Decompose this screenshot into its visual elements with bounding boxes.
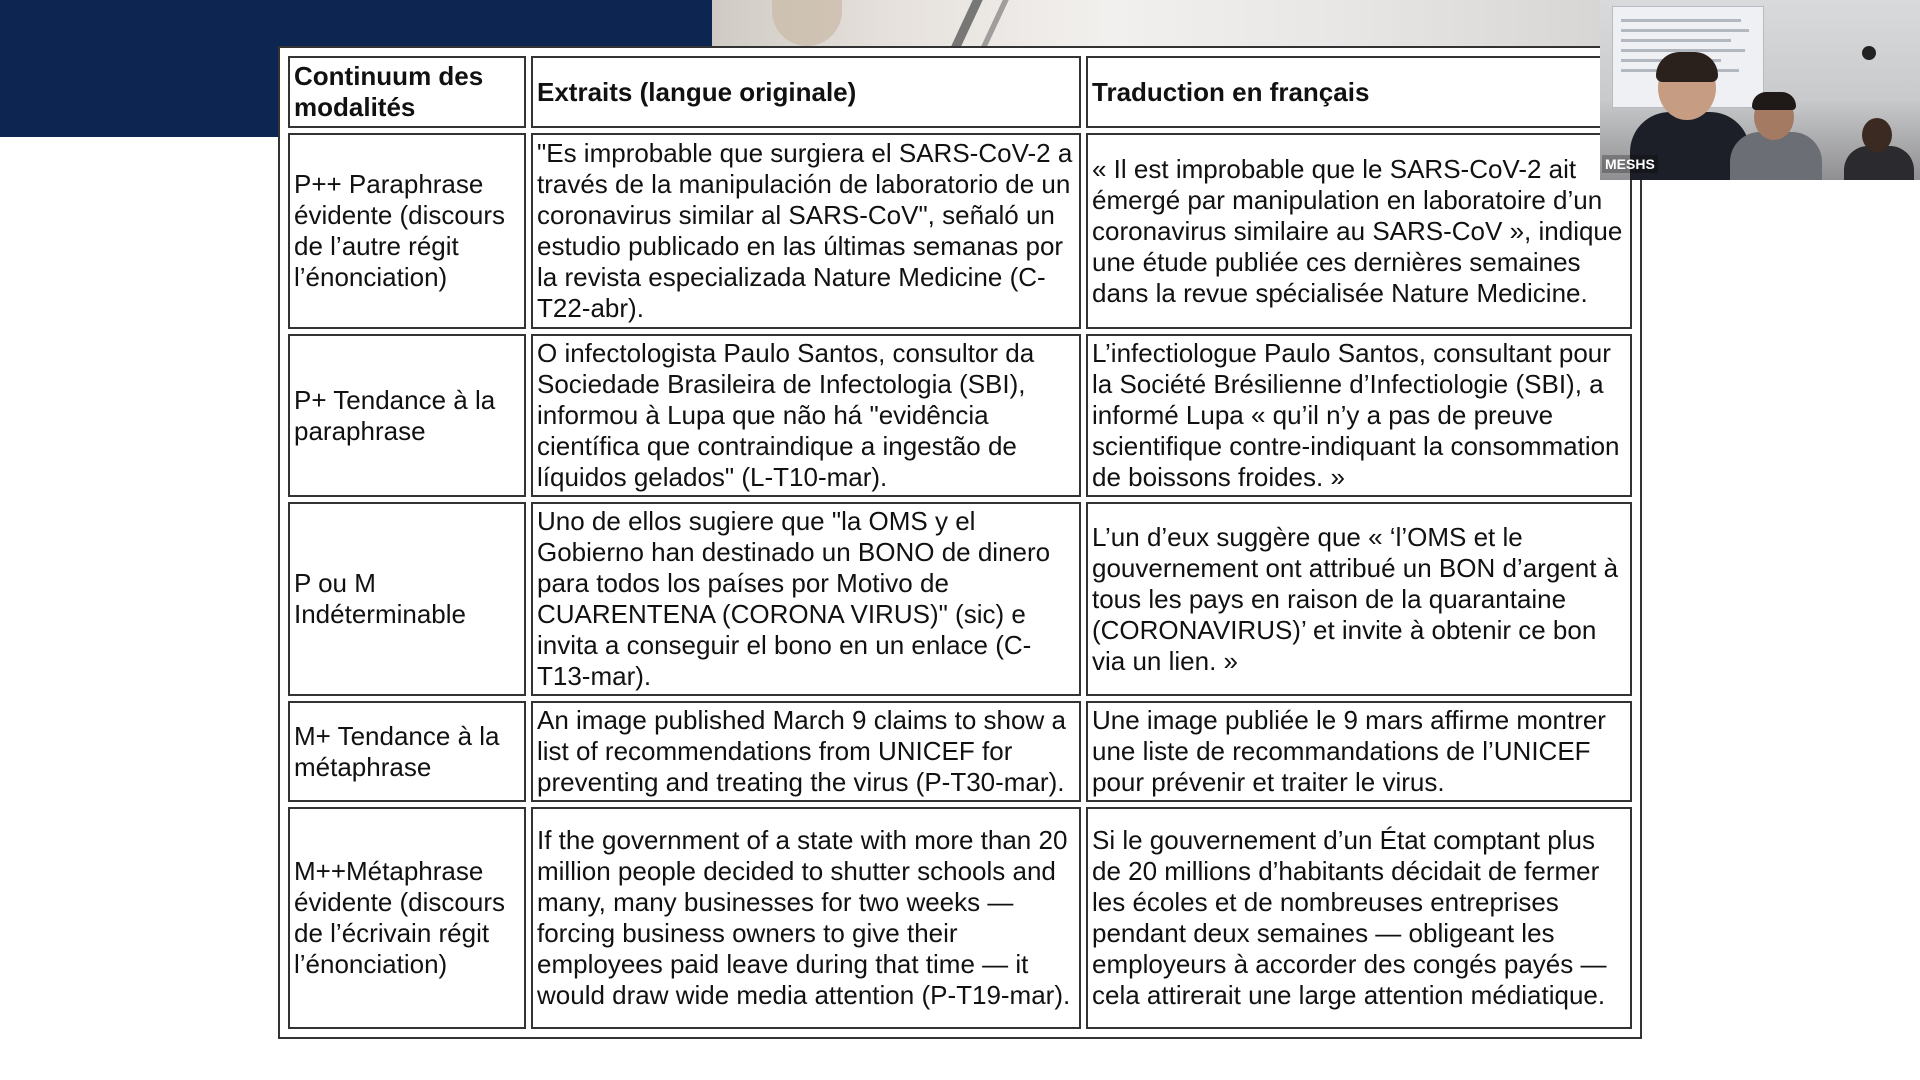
webcam-video-tile[interactable] [1600,0,1920,180]
cell-original: Uno de ellos sugiere que "la OMS y el Gobierno han destinado un BONO de dinero para todos los países por Motivo de CUARENTENA (CORONA VIRUS)" (sic) e invita a conseguir el bono en un enlace (C-T13-mar). [531,502,1081,696]
table-header-row [288,56,1632,128]
cell-translation: Une image publiée le 9 mars affirme montrer une liste de recommandations de l’UNICEF pour prévenir et traiter le virus. [1086,701,1632,802]
table-row [288,807,1632,1029]
cell-original: An image published March 9 claims to show a list of recommendations from UNICEF for preventing and treating the virus (P-T30-mar). [531,701,1081,802]
modality-table [283,51,1637,1034]
header-translation: Traduction en français [1086,56,1632,128]
cell-modality: M+ Tendance à la métaphrase [288,701,526,802]
webcam-name-label: MESHS [1602,155,1658,173]
header-modality: Continuum des modalités [288,56,526,128]
cell-translation: « Il est improbable que le SARS-CoV-2 ait émergé par manipulation en laboratoire d’un coronavirus similaire au SARS-CoV », indique une étude publiée ces dernières semaines dans la revue spécialisée Nature Medicine. [1086,133,1632,329]
table-row [288,701,1632,802]
table-row [288,133,1632,329]
cell-original: O infectologista Paulo Santos, consultor da Sociedade Brasileira de Infectologia (SBI), informou à Lupa que não há "evidência científica que contraindique a ingestão de líquidos gelados" (L-T10-mar). [531,334,1081,497]
slide-header-photo [712,0,1600,46]
screen-text-line [1621,39,1731,42]
screen-text-line [1621,29,1749,32]
table-row [288,334,1632,497]
cell-modality: P++ Paraphrase évidente (discours de l’autre régit l’énonciation) [288,133,526,329]
cell-modality: P+ Tendance à la paraphrase [288,334,526,497]
participant-silhouette [1862,118,1892,152]
photo-shape [951,0,982,46]
cell-translation: L’infectiologue Paulo Santos, consultant pour la Société Brésilienne d’Infectiologie (SBI), a informé Lupa « qu’il n’y a pas de preuve scientifique contre-indiquant la consommation de boissons froides. » [1086,334,1632,497]
participant-silhouette [1656,52,1718,82]
room-camera [1862,46,1876,60]
slide-table-container [278,46,1642,1039]
table-row [288,502,1632,696]
photo-shape [772,0,842,46]
participant-silhouette [1752,92,1796,110]
header-original: Extraits (langue originale) [531,56,1081,128]
cell-modality: M++Métaphrase évidente (discours de l’écrivain régit l’énonciation) [288,807,526,1029]
cell-modality: P ou M Indéterminable [288,502,526,696]
cell-translation: Si le gouvernement d’un État comptant plus de 20 millions d’habitants décidait de fermer les écoles et de nombreuses entreprises pendant deux semaines — obligeant les employeurs à accorder des congés payés — cela attirerait une large attention médiatique. [1086,807,1632,1029]
photo-shape [981,0,1008,46]
cell-original: "Es improbable que surgiera el SARS-CoV-2 a través de la manipulación de laboratorio de un coronavirus similar al SARS-CoV", señaló un estudio publicado en las últimas semanas por la revista especializada Nature Medicine (C-T22-abr). [531,133,1081,329]
screen-text-line [1621,19,1741,22]
cell-original: If the government of a state with more than 20 million people decided to shutter schools and many, many businesses for two weeks — forcing business owners to give their employees paid leave during that time — it would draw wide media attention (P-T19-mar). [531,807,1081,1029]
cell-translation: L’un d’eux suggère que « ‘l’OMS et le gouvernement ont attribué un BON d’argent à tous les pays en raison de la quarantaine (CORONAVIRUS)’ et invite à obtenir ce bon via un lien. » [1086,502,1632,696]
